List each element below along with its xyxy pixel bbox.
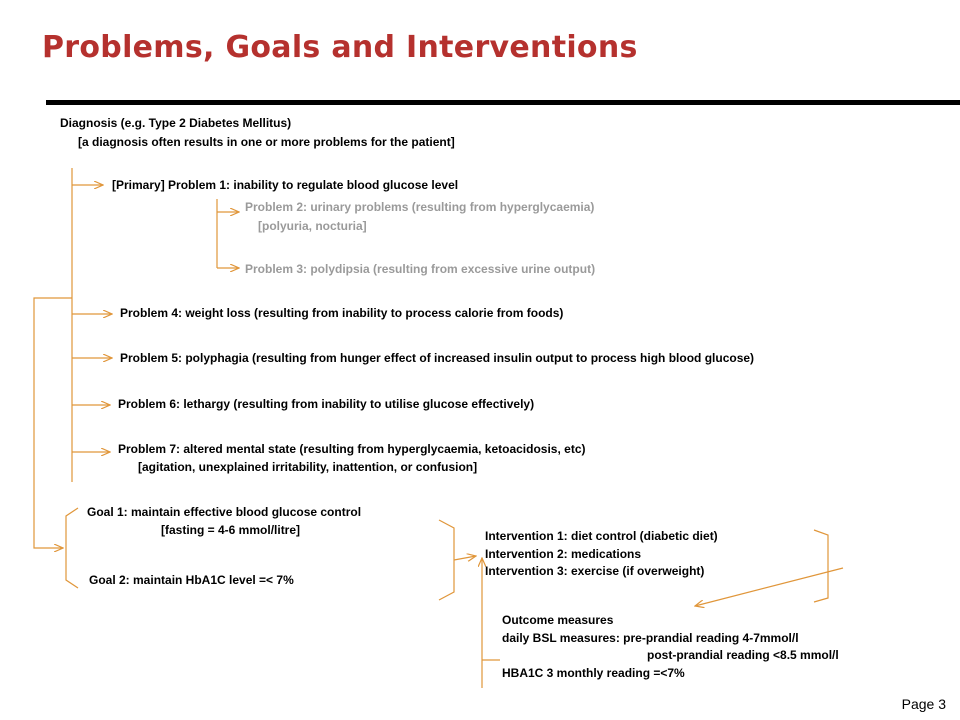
problem-5: Problem 5: polyphagia (resulting from hunger effect of increased insulin output to process high blood glucose) <box>120 351 755 365</box>
slide-title: Problems, Goals and Interventions <box>42 30 638 65</box>
outcome-line1: daily BSL measures: pre-prandial reading 4-7mmol/l <box>502 631 799 645</box>
goal-2: Goal 2: maintain HbA1C level =< 7% <box>89 573 294 587</box>
diagnosis-line2: [a diagnosis often results in one or more problems for the patient] <box>78 135 455 149</box>
problem-1: [Primary] Problem 1: inability to regulate blood glucose level <box>112 178 459 192</box>
problem-7-line1: Problem 7: altered mental state (resulting from hyperglycaemia, ketoacidosis, etc) <box>118 442 586 456</box>
outcome-line2: post-prandial reading <8.5 mmol/l <box>647 648 839 662</box>
intervention-3: Intervention 3: exercise (if overweight) <box>485 564 705 578</box>
problem-4: Problem 4: weight loss (resulting from inability to process calorie from foods) <box>120 306 564 320</box>
problem-2-line2: [polyuria, nocturia] <box>258 219 367 233</box>
intervention-1: Intervention 1: diet control (diabetic diet) <box>485 529 718 543</box>
problem-6: Problem 6: lethargy (resulting from inability to utilise glucose effectively) <box>118 397 535 411</box>
diagnosis-line1: Diagnosis (e.g. Type 2 Diabetes Mellitus) <box>60 116 292 130</box>
problem-7-line2: [agitation, unexplained irritability, inattention, or confusion] <box>138 460 478 474</box>
page-number: Page 3 <box>901 696 946 712</box>
goal-1-line2: [fasting = 4-6 mmol/litre] <box>161 523 301 537</box>
goal-1-line1: Goal 1: maintain effective blood glucose control <box>87 505 362 519</box>
outcome-heading: Outcome measures <box>502 613 614 627</box>
outcome-line3: HBA1C 3 monthly reading =<7% <box>502 666 685 680</box>
intervention-2: Intervention 2: medications <box>485 547 642 561</box>
problem-2-line1: Problem 2: urinary problems (resulting from hyperglycaemia) <box>245 200 595 214</box>
problem-3: Problem 3: polydipsia (resulting from excessive urine output) <box>245 262 596 276</box>
